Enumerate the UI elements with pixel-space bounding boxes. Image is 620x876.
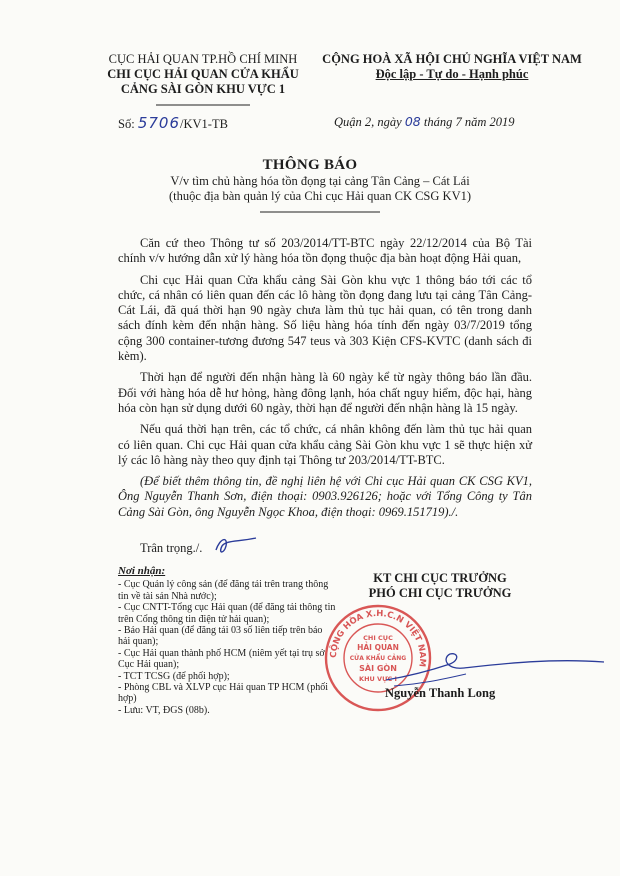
stamp-center-line: SÀI GÒN — [359, 664, 397, 673]
initial-signature — [212, 532, 260, 558]
subject-underline — [150, 207, 490, 215]
document-number-suffix: /KV1-TB — [180, 117, 228, 131]
document-number-prefix: Số: — [118, 117, 135, 131]
recipient-item: - TCT TCSG (để phối hợp); — [118, 670, 230, 682]
recipient-item: - Cục Quản lý công sản (để đăng tải trên trang thông tin về tài sản Nhà nước); — [118, 579, 329, 602]
date-year: 2019 — [489, 115, 515, 129]
issuer-line-3: CẢNG SÀI GÒN KHU VỰC 1 — [120, 82, 286, 96]
signer-name: Nguyễn Thanh Long — [385, 686, 496, 700]
recipient-item: - Cục Hải quan thành phố HCM (niêm yết tại trụ sở Cục Hải quan); — [118, 647, 325, 671]
date-day-handwritten: 08 — [404, 114, 421, 129]
signature-title — [340, 571, 540, 601]
stamp-ring-text: CỘNG HÒA X.H.C.N VIỆT NAM — [328, 608, 428, 668]
date-place: Quận 2, ngày — [334, 115, 402, 129]
document-title: THÔNG BÁO — [262, 157, 358, 173]
subject-line-2: (thuộc địa bàn quản lý của Chi cục Hải quan CK CSG KV1) — [168, 189, 472, 203]
subject-line-1: V/v tìm chủ hàng hóa tồn đọng tại cảng Tân Cảng – Cát Lái — [170, 174, 470, 188]
document-number — [118, 114, 228, 132]
handwritten-signature — [380, 640, 610, 690]
signature-title-line-2: PHÓ CHI CỤC TRƯỞNG — [368, 586, 512, 600]
stamp-center-line: CỬA KHẨU CẢNG — [349, 655, 407, 662]
contact-paragraph: (Để biết thêm thông tin, đề nghị liên hệ với Chi cục Hải quan CK CSG KV1, Ông Nguyễn Thanh Sơn, điện thoại: 0903.926126; hoặc với Tổng Công ty Tân Cảng Sài Gòn, ông Nguyễn Ngọc Khoa, điện thoại: 0969.151719)./. — [118, 474, 532, 519]
document-number-handwritten: 5706 — [137, 114, 180, 132]
body-paragraph: Nếu quá thời hạn trên, các tổ chức, cá nhân không đến làm thủ tục hải quan có liên quan. Chi cục Hải quan cửa khẩu cảng Sài Gòn khu vực 1 sẽ thực hiện xử lý các lô hàng này theo quy định tại Thông tư 203/2014/TT-BTC. — [118, 422, 532, 467]
stamp-center-line: HẢI QUAN — [357, 643, 399, 652]
issuer-header — [92, 52, 314, 112]
stamp-center-line: CHI CỤC — [363, 634, 393, 642]
recipient-item: - Cục CNTT-Tổng cục Hải quan (để đăng tải thông tin trên Cổng thông tin điện tử hải quan); — [118, 602, 336, 625]
document-subject — [150, 174, 490, 219]
date-month: 7 — [455, 115, 462, 129]
document-body — [118, 236, 532, 526]
document-date — [334, 114, 515, 130]
date-year-word: năm — [464, 115, 487, 129]
body-paragraph: Thời hạn để người đến nhận hàng là 60 ngày kể từ ngày thông báo lần đầu. Đối với hàng hóa dễ hư hỏng, hàng đông lạnh, hóa chất nguy hiểm, độc hại, hàng hóa còn hạn sử dụng dưới 60 ngày, thời hạn để người đến nhận hàng là 15 ngày. — [118, 370, 532, 415]
body-paragraph: Căn cứ theo Thông tư số 203/2014/TT-BTC ngày 22/12/2014 của Bộ Tài chính v/v hướng dẫn xử lý hàng hóa tồn đọng thuộc địa bàn hoạt động Hải quan, — [118, 236, 532, 266]
recipients-heading: Nơi nhận: — [118, 565, 166, 577]
body-paragraph: Chi cục Hải quan Cửa khẩu cảng Sài Gòn khu vực 1 thông báo tới các tổ chức, cá nhân có liên quan đến các lô hàng tồn đọng đang lưu tại cảng Tân Cảng- Cát Lái, đã quá thời hạn 90 ngày chưa làm thủ tục hải quan, có tên trong danh sách đính kèm đến nhận hàng. Số liệu hàng hóa tính đến ngày 03/7/2019 tổng cộng 300 container-tương đương 547 teus và 303 Kiện CFS-KVTC (danh sách đi kèm). — [118, 272, 532, 364]
recipient-item: - Báo Hải quan (để đăng tải 03 số liên tiếp trên báo hải quan); — [118, 625, 323, 648]
date-month-word: tháng — [423, 115, 453, 129]
recipient-item: - Lưu: VT, ĐGS (08b). — [118, 704, 210, 716]
signature-title-line-1: KT CHI CỤC TRƯỞNG — [373, 571, 507, 585]
issuer-line-2: CHI CỤC HẢI QUAN CỬA KHẨU — [107, 67, 299, 81]
stamp-center-line: KHU VỰC I — [359, 675, 397, 683]
national-header — [306, 52, 598, 82]
national-motto: Độc lập - Tự do - Hạnh phúc — [375, 67, 529, 81]
issuer-underline — [92, 102, 314, 108]
recipients-list — [118, 566, 336, 716]
national-title: CỘNG HOÀ XÃ HỘI CHỦ NGHĨA VIỆT NAM — [322, 52, 582, 66]
recipient-item: - Phòng CBL và XLVP cục Hải quan TP HCM (phối hợp) — [118, 682, 328, 705]
closing-text: Trân trọng./. — [140, 541, 203, 555]
issuer-line-1: CỤC HẢI QUAN TP.HỒ CHÍ MINH — [108, 52, 298, 66]
